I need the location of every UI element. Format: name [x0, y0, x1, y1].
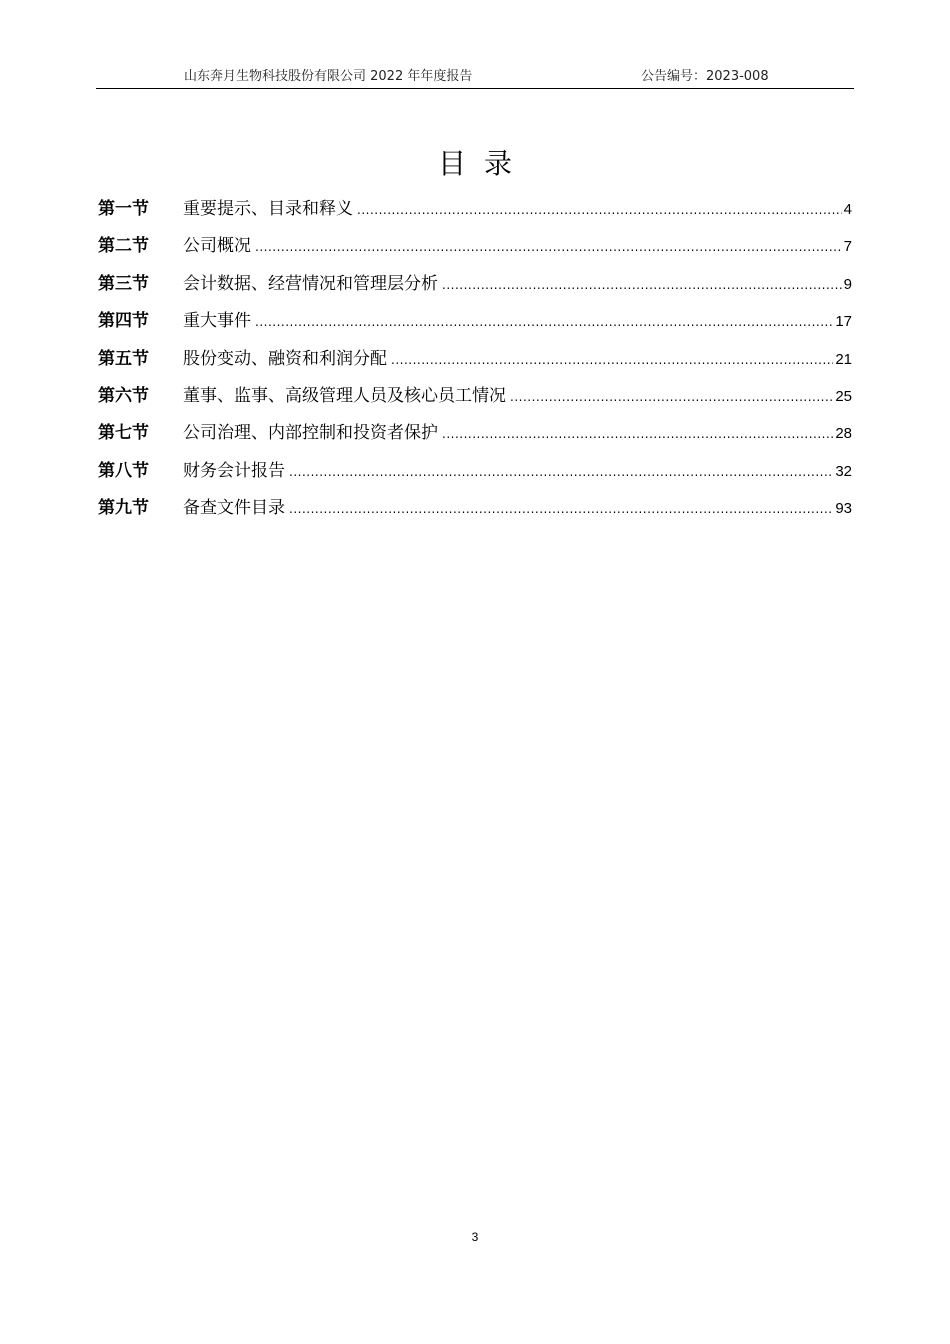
toc-entry[interactable]: [98, 194, 852, 231]
toc-section-title: 董事、监事、高级管理人员及核心员工情况: [183, 385, 506, 406]
toc-page-number: 28: [835, 425, 852, 443]
toc-dot-leader: [289, 457, 833, 487]
toc-section-title: 重大事件: [183, 311, 251, 332]
toc-section-number: 第六节: [98, 385, 149, 406]
toc-page-number: 25: [835, 387, 852, 405]
toc-section-number: 第七节: [98, 423, 149, 444]
toc-title: 目录: [437, 147, 530, 180]
toc-section-number: 第四节: [98, 311, 149, 332]
toc-entry[interactable]: [98, 456, 852, 493]
toc-entry[interactable]: [98, 344, 852, 381]
toc-section-title: 公司治理、内部控制和投资者保护: [183, 423, 438, 444]
table-of-contents: [98, 194, 852, 531]
toc-dot-leader: [391, 345, 833, 375]
toc-dot-leader: [289, 494, 833, 524]
toc-page-number: 17: [835, 313, 852, 331]
toc-dot-leader: [255, 232, 842, 262]
toc-dot-leader: [255, 307, 833, 337]
toc-page-number: 7: [843, 238, 852, 256]
toc-section-title: 重要提示、目录和释义: [183, 199, 353, 219]
toc-entry[interactable]: [98, 493, 852, 530]
toc-page-number: 93: [835, 500, 852, 518]
toc-entry[interactable]: [98, 231, 852, 268]
toc-entry[interactable]: [98, 418, 852, 455]
toc-section-number: 第五节: [98, 348, 149, 369]
toc-page-number: 21: [835, 350, 852, 368]
toc-dot-leader: [357, 195, 842, 225]
toc-dot-leader: [442, 270, 842, 300]
toc-page-number: 32: [835, 462, 852, 480]
toc-entry[interactable]: [98, 306, 852, 343]
toc-section-number: 第九节: [98, 498, 149, 519]
toc-page-number: 9: [843, 275, 852, 293]
toc-section-number: 第二节: [98, 236, 149, 257]
toc-entry[interactable]: [98, 381, 852, 418]
toc-dot-leader: [510, 382, 833, 412]
toc-section-number: 第三节: [98, 273, 149, 294]
toc-section-title: 公司概况: [183, 236, 251, 257]
footer-page-number: 3: [471, 1230, 479, 1244]
toc-section-title: 财务会计报告: [183, 460, 285, 481]
toc-entry[interactable]: [98, 269, 852, 306]
toc-dot-leader: [442, 419, 833, 449]
toc-section-title: 会计数据、经营情况和管理层分析: [183, 273, 438, 294]
toc-section-number: 第八节: [98, 460, 149, 481]
toc-page-number: 4: [843, 201, 852, 218]
header-announcement-number: 公告编号：2023-008: [641, 69, 769, 84]
header-company-report: 山东奔月生物科技股份有限公司 2022 年年度报告: [184, 69, 473, 84]
toc-section-title: 股份变动、融资和利润分配: [183, 348, 387, 369]
toc-section-title: 备查文件目录: [183, 498, 285, 519]
toc-section-number: 第一节: [98, 199, 149, 219]
page-header: [96, 66, 854, 89]
